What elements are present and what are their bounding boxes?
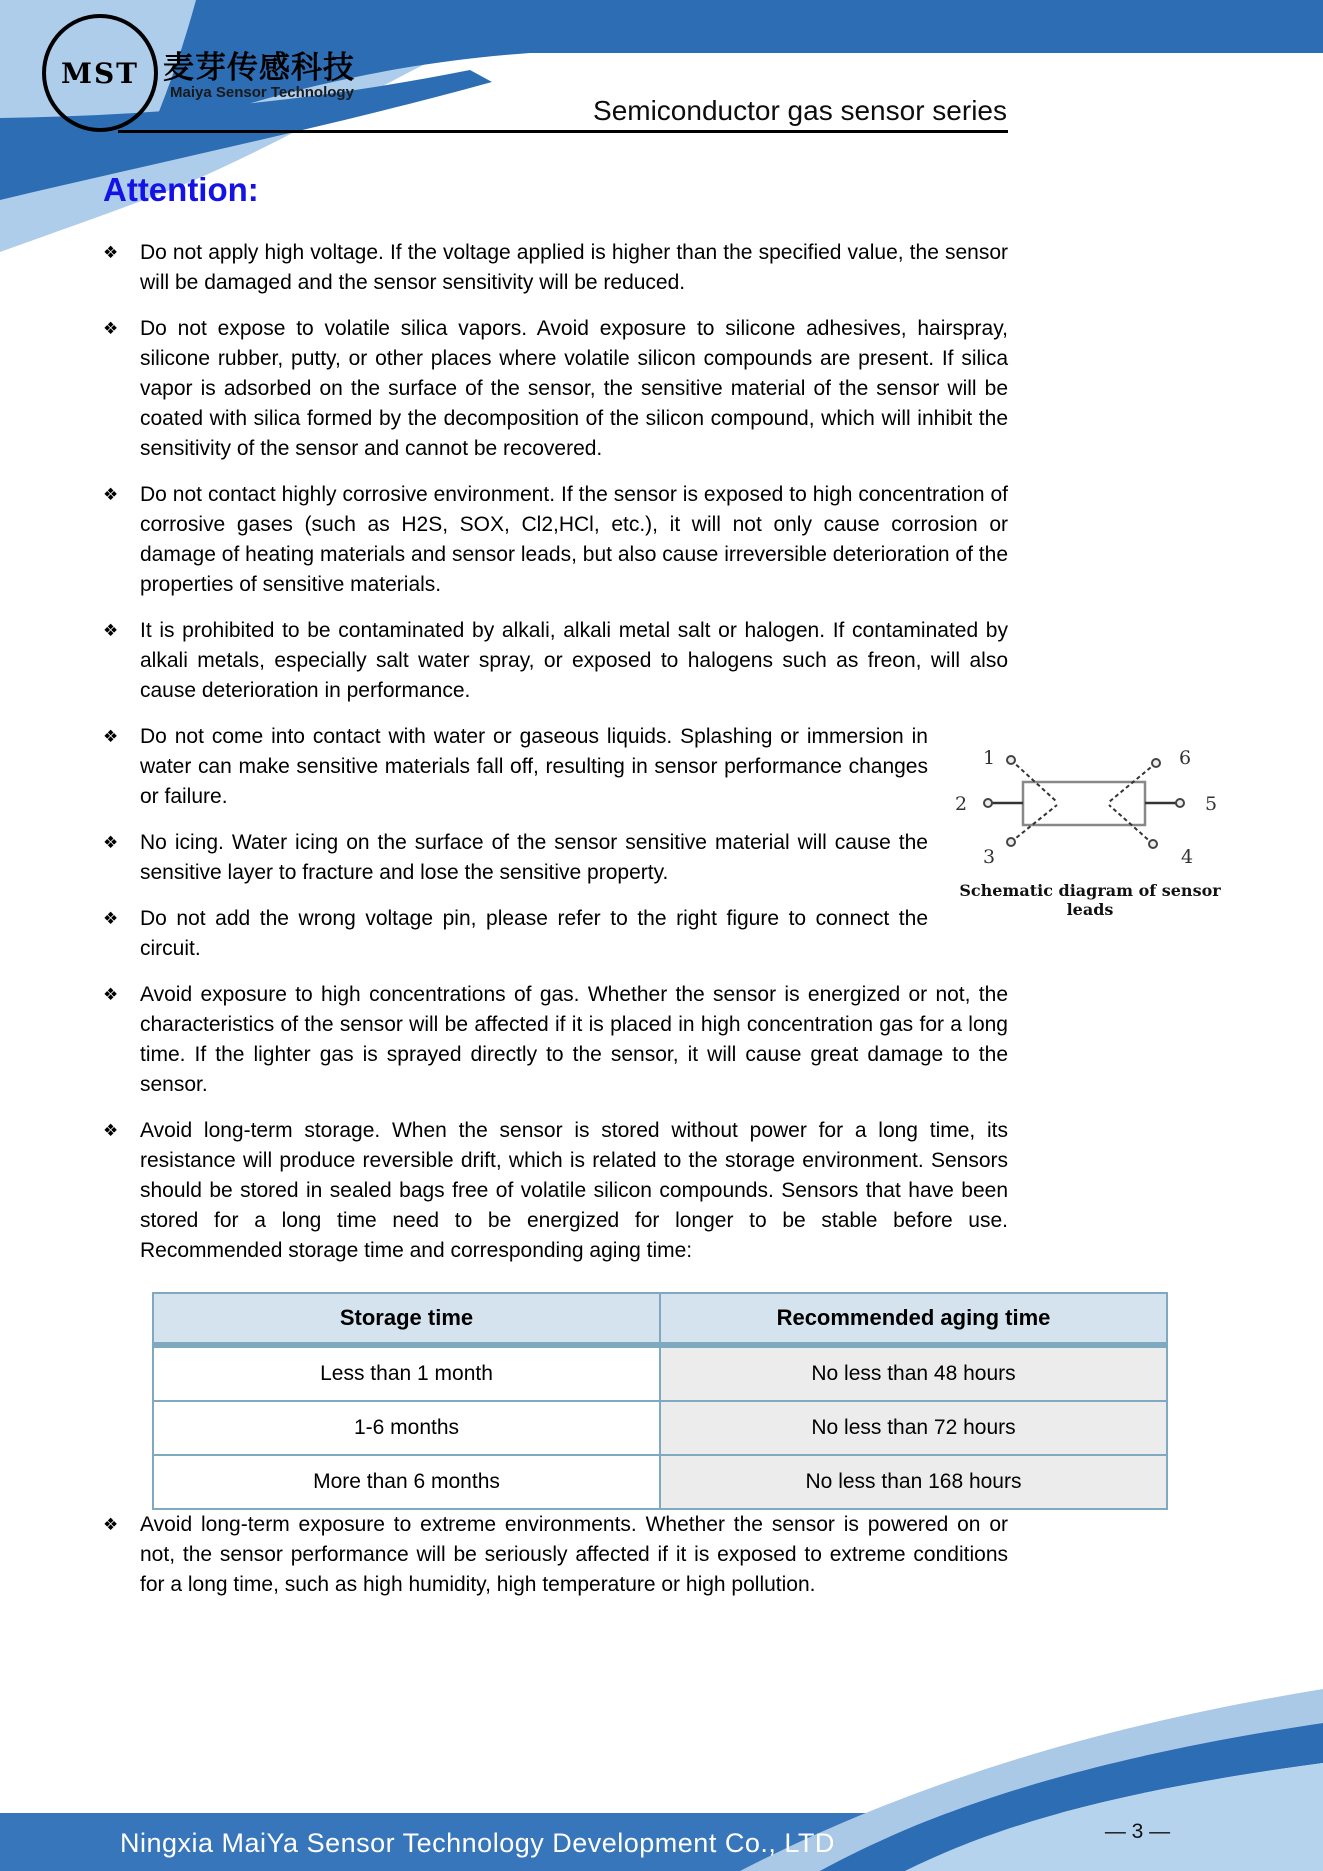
bullet-text: No icing. Water icing on the surface of the sensor sensitive material will cause the sensitive layer to fracture and lose the sensitive property. [140, 831, 928, 884]
cell-storage-time: Less than 1 month [153, 1345, 660, 1401]
page-number: — 3 — [1104, 1820, 1171, 1843]
bullet-text: Do not add the wrong voltage pin, please refer to the right figure to connect the circuit. [140, 907, 928, 960]
cell-aging-time: No less than 168 hours [660, 1455, 1167, 1509]
bullet-text: Avoid long-term storage. When the sensor is stored without power for a long time, its resistance will produce reversible drift, which is related to the storage environment. Sensors should be stored in sealed bags free of volatile silicon compounds. Sensors that have been stored for a long time need to be energized for longer to be stable before use. Recommended storage time and corresponding aging time: [140, 1119, 1008, 1262]
pin-label-5: 5 [1204, 793, 1218, 815]
sensor-leads-schematic [945, 730, 1235, 875]
attention-bullet-9 [103, 1116, 1008, 1266]
brand-name-chinese: 麦芽传感科技 [163, 50, 355, 85]
pin-label-2: 2 [954, 793, 968, 815]
bullet-text: Do not come into contact with water or gaseous liquids. Splashing or immersion in water can make sensitive materials fall off, resulting in sensor performance changes or failure. [140, 725, 928, 808]
cell-storage-time: More than 6 months [153, 1455, 660, 1509]
attention-bullet-1 [103, 238, 1008, 298]
title-underline [118, 130, 1008, 133]
pin-label-6: 6 [1178, 747, 1192, 769]
attention-bullet-8 [103, 980, 1008, 1100]
diamond-bullet-icon: ❖ [103, 833, 119, 853]
table-row [153, 1455, 1167, 1509]
document-title: Semiconductor gas sensor series [593, 95, 1007, 126]
cell-aging-time: No less than 48 hours [660, 1345, 1167, 1401]
attention-list-continued [103, 1510, 1008, 1600]
attention-bullet-5 [103, 722, 1008, 812]
column-header-aging-time: Recommended aging time [660, 1293, 1167, 1345]
storage-aging-table [152, 1292, 1168, 1510]
attention-bullet-3 [103, 480, 1008, 600]
diamond-bullet-icon: ❖ [103, 727, 119, 747]
bullet-text: Do not expose to volatile silica vapors. Avoid exposure to silicone adhesives, hairspray, silicone rubber, putty, or other places where volatile silicon compounds are present. If silica vapor is adsorbed on the surface of the sensor, the sensitive material of the sensor will be coated with silica formed by the decomposition of the silicon compound, which will inhibit the sensitivity of the sensor and cannot be recovered. [140, 317, 1008, 460]
table-row [153, 1345, 1167, 1401]
diamond-bullet-icon: ❖ [103, 1515, 119, 1535]
attention-heading: Attention: [103, 171, 259, 208]
attention-bullet-7 [103, 904, 1008, 964]
brand-name-english: Maiya Sensor Technology [170, 84, 354, 101]
pin-label-3: 3 [982, 846, 996, 868]
footer-company-name: Ningxia MaiYa Sensor Technology Development Co., LTD [120, 1828, 835, 1858]
cell-storage-time: 1-6 months [153, 1401, 660, 1455]
figure-caption: Schematic diagram of sensor leads [959, 881, 1221, 919]
cell-aging-time: No less than 72 hours [660, 1401, 1167, 1455]
mst-logo-text: MST [60, 56, 140, 90]
diamond-bullet-icon: ❖ [103, 985, 119, 1005]
column-header-storage-time: Storage time [153, 1293, 660, 1345]
diamond-bullet-icon: ❖ [103, 1121, 119, 1141]
diamond-bullet-icon: ❖ [103, 621, 119, 641]
attention-bullet-6 [103, 828, 1008, 888]
diamond-bullet-icon: ❖ [103, 243, 119, 263]
diamond-bullet-icon: ❖ [103, 319, 119, 339]
attention-bullet-10 [103, 1510, 1008, 1600]
bullet-text: It is prohibited to be contaminated by alkali, alkali metal salt or halogen. If contaminated by alkali metals, especially salt water spray, or exposed to halogens such as freon, will also cause deterioration in performance. [140, 619, 1008, 702]
diamond-bullet-icon: ❖ [103, 485, 119, 505]
attention-bullet-4 [103, 616, 1008, 706]
main-content [103, 168, 1051, 1616]
bullet-text: Do not apply high voltage. If the voltage applied is higher than the specified value, the sensor will be damaged and the sensor sensitivity will be reduced. [140, 241, 1008, 294]
sensor-leads-figure [945, 730, 1235, 919]
bullet-text: Avoid exposure to high concentrations of gas. Whether the sensor is energized or not, the characteristics of the sensor will be affected if it is placed in high concentration gas for a long time. If the lighter gas is sprayed directly to the sensor, it will cause great damage to the sensor. [140, 983, 1008, 1096]
table-row [153, 1401, 1167, 1455]
pin-label-1: 1 [982, 747, 996, 769]
table-header-row [153, 1293, 1167, 1345]
bullet-text: Do not contact highly corrosive environment. If the sensor is exposed to high concentration of corrosive gases (such as H2S, SOX, Cl2,HCl, etc.), it will not only cause corrosion or damage of heating materials and sensor leads, but also cause irreversible deterioration of the properties of sensitive materials. [140, 483, 1008, 596]
pin-label-4: 4 [1180, 846, 1194, 868]
bullet-text: Avoid long-term exposure to extreme environments. Whether the sensor is powered on or not, the sensor performance will be seriously affected if it is exposed to extreme conditions for a long time, such as high humidity, high temperature or high pollution. [140, 1513, 1008, 1596]
mst-logo [42, 14, 158, 132]
diamond-bullet-icon: ❖ [103, 909, 119, 929]
attention-bullet-2 [103, 314, 1008, 464]
attention-list [103, 238, 1008, 1266]
